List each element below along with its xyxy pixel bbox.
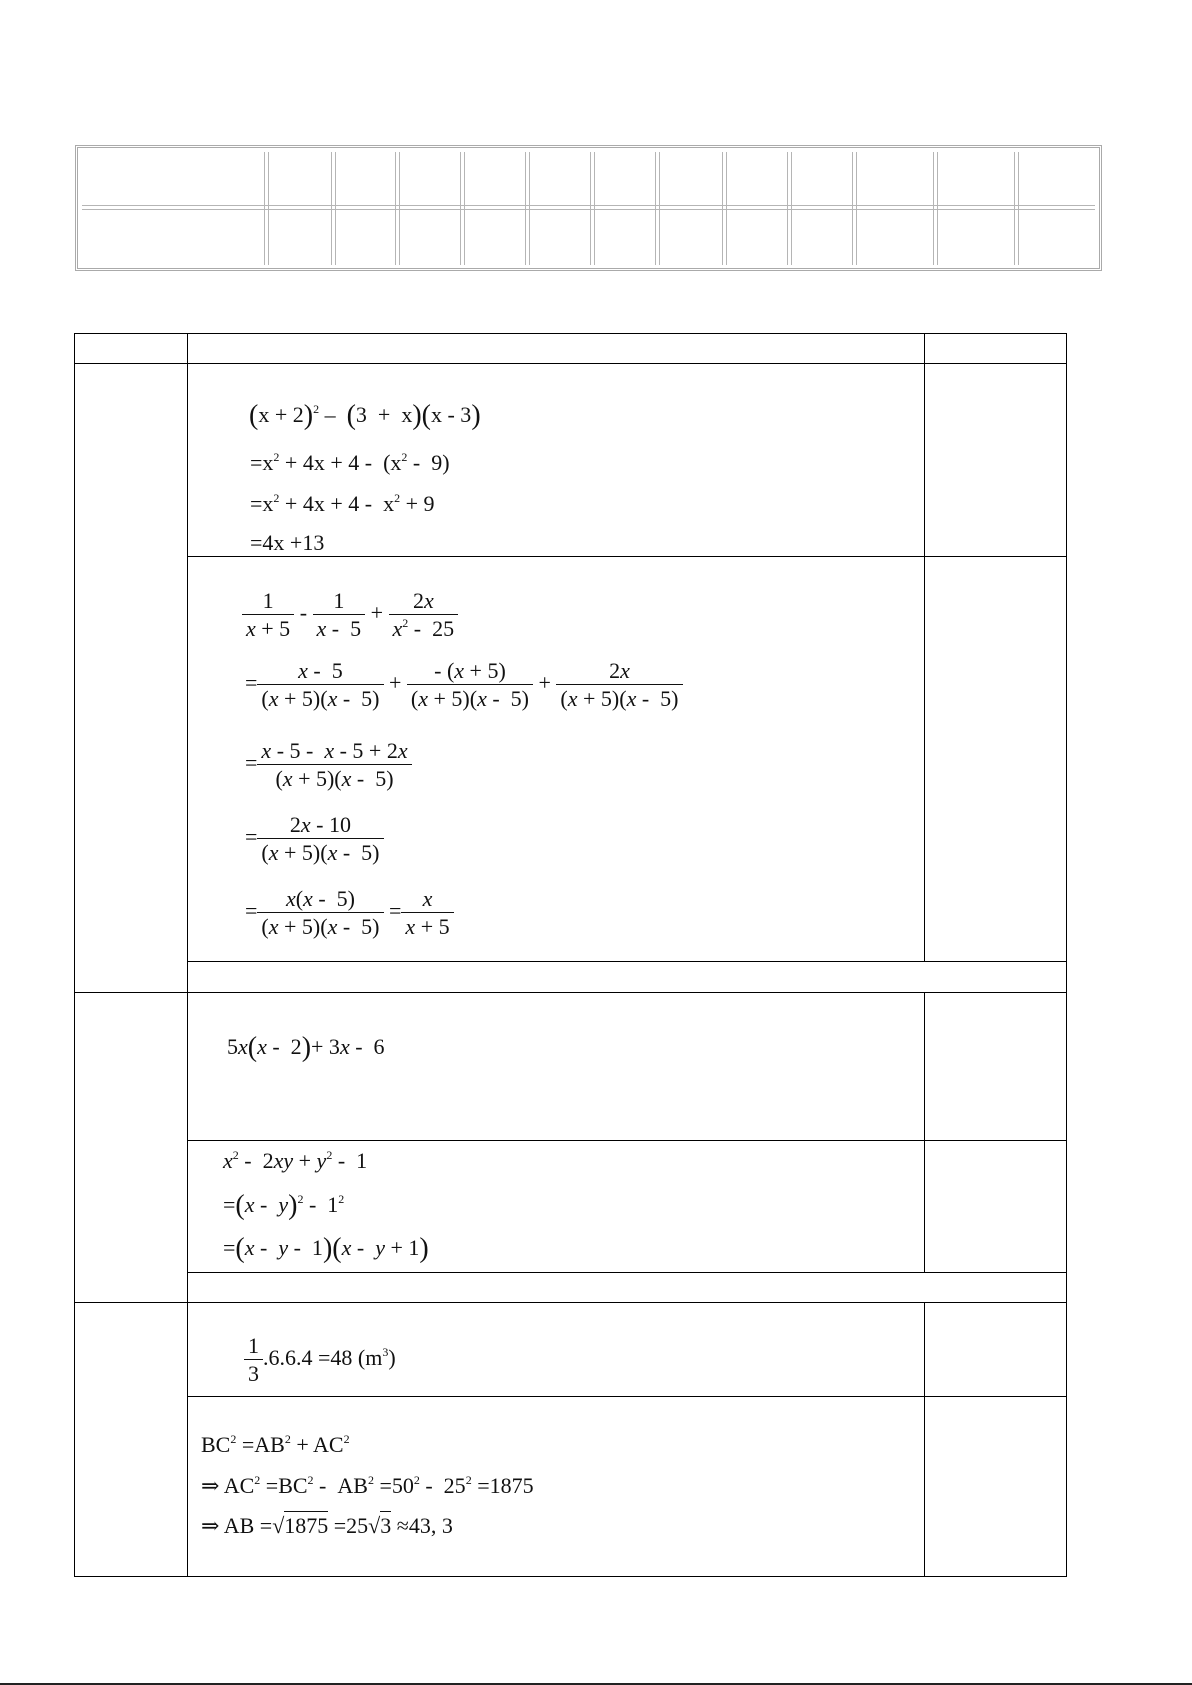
- table-col-divider-1: [187, 333, 188, 1577]
- header-grid-col-divider: [655, 152, 660, 265]
- header-grid-col-divider: [933, 152, 938, 265]
- header-grid-col-divider: [331, 152, 336, 265]
- header-grid-col-divider: [460, 152, 465, 265]
- header-grid-col-divider: [264, 152, 269, 265]
- math-line: $x^2 - 2xy + y^2 - 1$: [223, 1148, 368, 1173]
- table-section-divider: [74, 992, 1067, 993]
- table-col-divider-2: [924, 992, 925, 1273]
- math-line: = $\frac{2x - 10}{(x + 5)(x - 5)}$: [245, 814, 384, 864]
- math-line: = $\frac{x - 5 - x - 5 + 2x}{(x + 5)(x - 5)}$: [245, 740, 412, 790]
- math-line: ⇒ AB =√1875 =25√3 ≈43, 3: [201, 1513, 453, 1538]
- header-grid-row-divider: [82, 205, 1095, 210]
- header-grid-col-divider: [395, 152, 400, 265]
- math-line: $=x^2 + 4x + 4 - x^2 + 9$: [250, 491, 435, 516]
- table-part-divider: [187, 1140, 1067, 1141]
- math-line: ⇒ $AC^2 =BC^2 - AB^2 =50^2 - 25^2 =1875$: [201, 1473, 534, 1498]
- math-line: = $\frac{x(x - 5)}{(x + 5)(x - 5)}$ = $\frac{x}{x + 5}$: [245, 888, 454, 938]
- header-grid-col-divider: [525, 152, 530, 265]
- header-grid-col-divider: [590, 152, 595, 265]
- math-line: $BC^2 =AB^2 + AC^2$: [201, 1432, 350, 1457]
- table-col-divider-2: [924, 1302, 925, 1577]
- math-line: $\frac{1}{3}$ .6.6.4 =48 $(m^3)$: [244, 1335, 396, 1385]
- table-col-divider-2: [924, 333, 925, 962]
- table-part-divider: [187, 961, 1067, 962]
- table-part-divider: [187, 1396, 1067, 1397]
- header-grid-col-divider: [1014, 152, 1019, 265]
- header-grid-col-divider: [787, 152, 792, 265]
- table-border-bottom: [74, 1576, 1067, 1577]
- math-line: =(x - y - 1)(x - y + 1): [223, 1233, 429, 1264]
- table-border-right: [1066, 333, 1067, 1577]
- table-section-divider: [74, 1302, 1067, 1303]
- math-line: = $\frac{x - 5}{(x + 5)(x - 5)}$ + $\frac{- (x + 5)}{(x + 5)(x - 5)}$ + $\frac{2x}{(x + 5)(x - 5)}$: [245, 660, 683, 710]
- table-border-left: [74, 333, 75, 1577]
- math-line: $(x + 2)^2 - (3 + x)(x - 3)$: [249, 400, 481, 431]
- table-header-row-divider: [74, 363, 1067, 364]
- table-part-divider: [187, 556, 1067, 557]
- header-grid-col-divider: [722, 152, 727, 265]
- math-line: $=x^2 + 4x + 4 - (x^2 - 9)$: [250, 450, 450, 475]
- math-line: $=(x - y)^2 - 1^2$: [223, 1190, 345, 1221]
- table-border-top: [74, 333, 1067, 334]
- math-line: $\frac{1}{x + 5}$ - $\frac{1}{x - 5}$ + $\frac{2x}{x^2 - 25}$: [242, 590, 458, 640]
- table-part-divider: [187, 1272, 1067, 1273]
- math-line: =4x +13: [250, 530, 325, 555]
- header-grid-col-divider: [852, 152, 857, 265]
- math-line: 5x(x - 2)+ 3x - 6: [227, 1032, 385, 1063]
